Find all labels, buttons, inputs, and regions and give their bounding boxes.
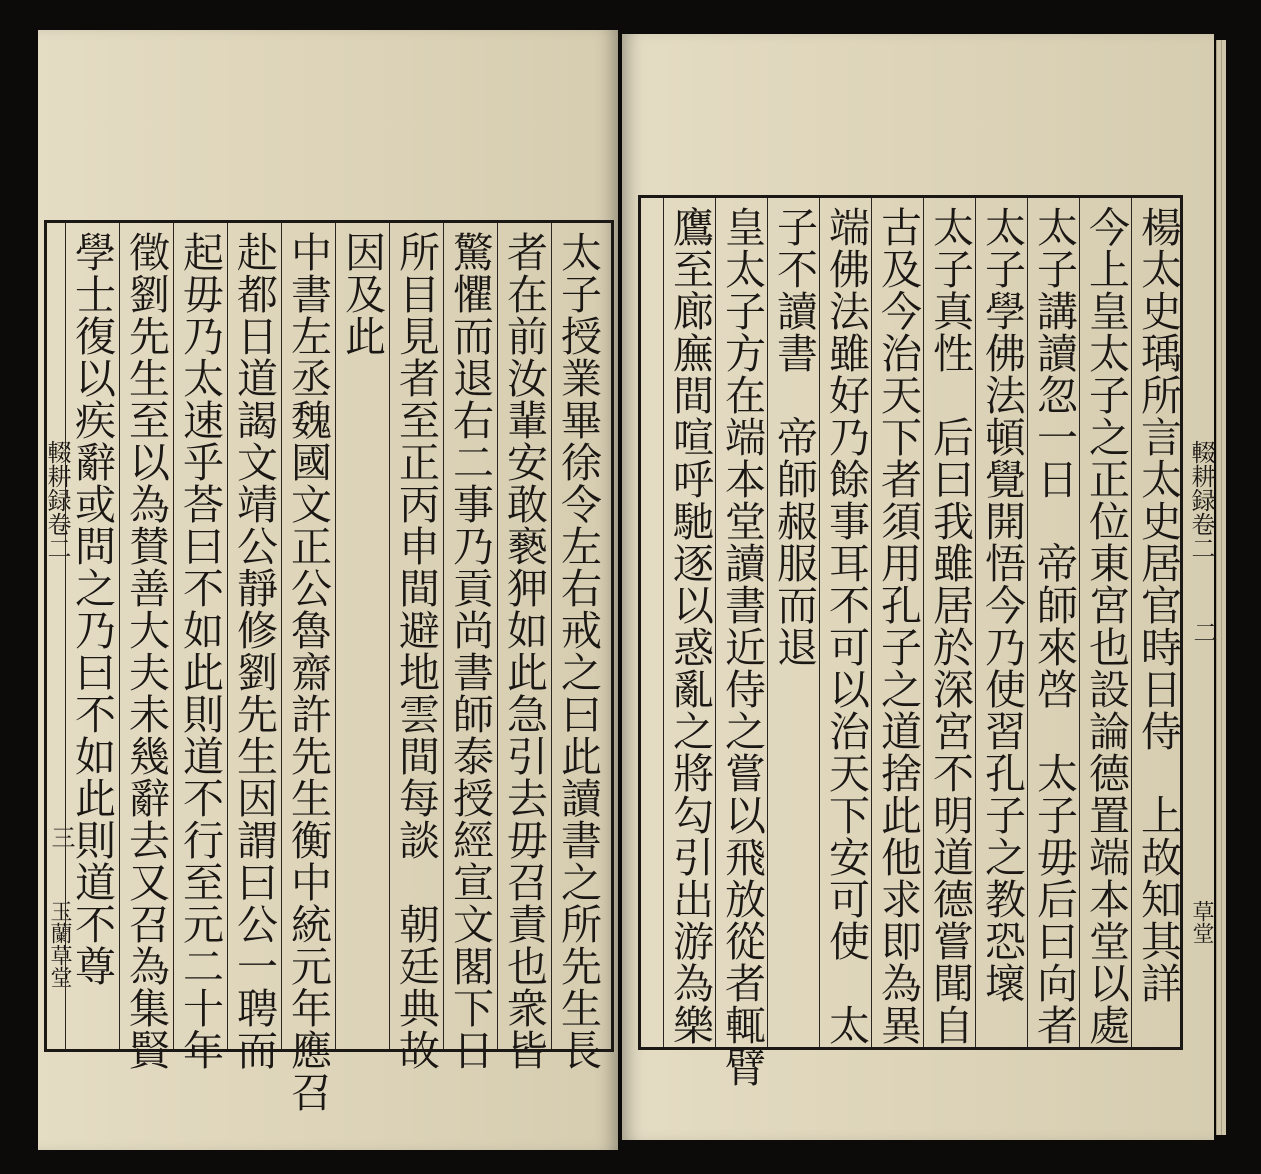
page-edge: [1221, 40, 1226, 1135]
right-text-frame: [638, 195, 1183, 1088]
left-margin-publisher: 玉蘭草堂: [47, 900, 72, 988]
text-column: 太子講讀忽一日 帝師來啓 太子毋后曰向者: [1027, 198, 1080, 1047]
text-column: 今上皇太子之正位東宮也設論德置端本堂以處: [1079, 198, 1132, 1047]
text-column: 學士復以疾辭或問之乃曰不如此則道不尊: [65, 223, 118, 1049]
left-margin-title: 輟耕録卷二: [43, 440, 71, 560]
text-column: 起毋乃太速乎荅曰不如此則道不行至元二十年: [173, 223, 226, 1049]
right-margin-title: 輟耕録卷二: [1187, 440, 1215, 560]
text-column: 太子授業畢徐令左右戒之曰此讀書之所先生長: [551, 223, 604, 1049]
text-column: 鷹至廊廡間喧呼馳逐以惑亂之將勾引出游為樂: [663, 198, 716, 1047]
text-column: 端佛法雖好乃餘事耳不可以治天下安可使 太: [819, 198, 872, 1047]
text-column: 驚懼而退右二事乃貢尚書師泰授經宣文閣下日: [443, 223, 496, 1049]
text-column: 太子學佛法頓覺開悟今乃使習孔子之教恐壞: [975, 198, 1028, 1047]
left-margin-page-number: 三: [47, 825, 75, 849]
left-text-frame: [44, 220, 614, 1113]
text-column: 所目見者至正丙申間避地雲間每談 朝廷典故: [389, 223, 442, 1049]
text-column: 赴都日道謁文靖公靜修劉先生因謂曰公一聘而: [227, 223, 280, 1049]
text-column: 中書左丞魏國文正公魯齋許先生衡中統元年應召: [281, 223, 334, 1049]
right-margin-page-number: 二: [1189, 620, 1217, 644]
right-margin-publisher: 草堂: [1189, 900, 1214, 944]
text-column: 楊太史瑀所言太史居官時日侍 上故知其詳: [1131, 198, 1184, 1047]
text-column: 者在前汝輩安敢褻狎如此急引去毋召責也衆皆: [497, 223, 550, 1049]
text-column: 太子真性 后曰我雖居於深宮不明道德嘗聞自: [923, 198, 976, 1047]
text-column: 子不讀書 帝師赧服而退: [767, 198, 820, 1047]
text-column: 徵劉先生至以為賛善大夫未幾辭去又召為集賢: [119, 223, 172, 1049]
text-column: 古及今治天下者須用孔子之道捨此他求即為異: [871, 198, 924, 1047]
text-column: 皇太子方在端本堂讀書近侍之嘗以飛放從者輒臂: [715, 198, 768, 1047]
text-column: 因及此: [335, 223, 388, 1049]
